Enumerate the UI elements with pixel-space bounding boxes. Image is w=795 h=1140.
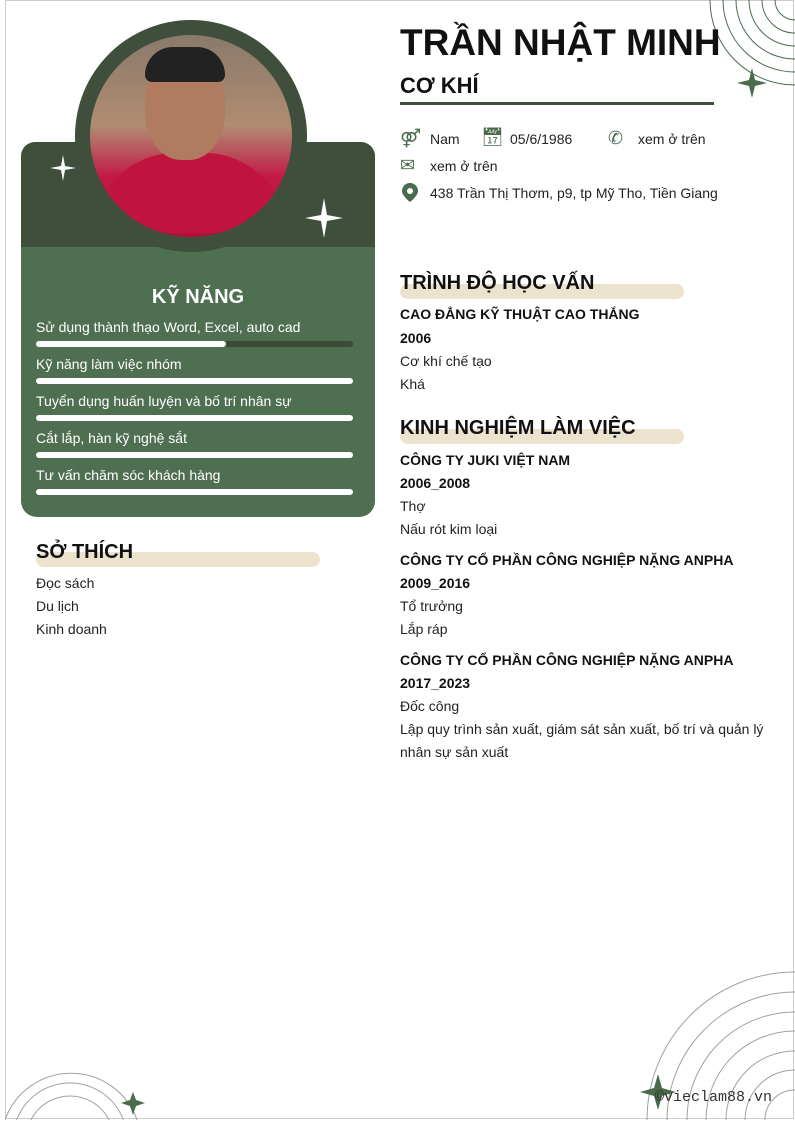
experience-heading: KINH NGHIỆM LÀM VIỆC <box>400 417 636 440</box>
skill-bar-fill <box>36 452 353 458</box>
address: 438 Trần Thị Thơm, p9, tp Mỹ Tho, Tiền Giang <box>430 185 718 201</box>
job-desc: Lắp ráp <box>400 621 448 637</box>
sparkle-icon <box>50 155 76 181</box>
hobby-item: Kinh doanh <box>36 621 107 637</box>
edu-year: 2006 <box>400 330 432 346</box>
skill-item <box>36 430 353 446</box>
hobby-item: Đọc sách <box>36 575 95 591</box>
skill-item <box>36 356 353 372</box>
sparkle-icon <box>305 198 343 238</box>
phone-icon: ✆ <box>608 128 624 148</box>
skill-label: Sử dụng thành thạo Word, Excel, auto cad <box>36 319 301 335</box>
skill-bar-fill <box>36 415 353 421</box>
skill-bar-fill <box>36 489 353 495</box>
hobbies-heading: SỞ THÍCH <box>36 541 133 564</box>
skill-bar-fill <box>36 378 353 384</box>
skill-label: Cắt lắp, hàn kỹ nghệ sắt <box>36 430 187 446</box>
skill-bar <box>36 489 353 495</box>
job-position: Tổ trưởng <box>400 598 463 614</box>
phone: xem ở trên <box>638 131 706 147</box>
gender-icon: ⚤ <box>400 128 422 148</box>
skill-label: Tuyển dụng huấn luyện và bố trí nhân sự <box>36 393 292 409</box>
skill-label: Kỹ năng làm việc nhóm <box>36 356 182 372</box>
job-company: CÔNG TY JUKI VIỆT NAM <box>400 452 571 468</box>
school: CAO ĐẲNG KỸ THUẬT CAO THẮNG <box>400 306 640 322</box>
email-icon: ✉ <box>400 155 416 175</box>
skill-bar <box>36 452 353 458</box>
job-desc: Nấu rót kim loại <box>400 521 498 537</box>
candidate-name: TRẦN NHẬT MINH <box>400 22 721 63</box>
job-period: 2006_2008 <box>400 475 471 491</box>
skills-heading: KỸ NĂNG <box>151 286 245 308</box>
hobby-item: Du lịch <box>36 598 79 614</box>
skill-bar <box>36 341 353 347</box>
job-desc: Lập quy trình sản xuất, giám sát sản xuất, bố trí và quản lý nhân sự sản xuất <box>400 721 764 760</box>
skill-bar <box>36 415 353 421</box>
skill-bar-fill <box>36 341 226 347</box>
location-icon <box>401 183 419 204</box>
skill-item <box>36 319 353 335</box>
job-company: CÔNG TY CỔ PHẦN CÔNG NGHIỆP NẶNG ANPHA <box>400 652 734 668</box>
job-title: CƠ KHÍ <box>400 73 479 98</box>
title-underline <box>400 102 714 105</box>
grade: Khá <box>400 376 425 392</box>
email: xem ở trên <box>430 158 498 174</box>
job-company: CÔNG TY CỔ PHẦN CÔNG NGHIỆP NẶNG ANPHA <box>400 552 734 568</box>
major: Cơ khí chế tạo <box>400 353 492 369</box>
job-position: Thợ <box>400 498 426 514</box>
skill-bar <box>36 378 353 384</box>
birthday: 05/6/1986 <box>510 131 573 147</box>
calendar-icon: 📅︎ <box>481 127 504 147</box>
skill-label: Tư vấn chăm sóc khách hàng <box>36 467 221 483</box>
watermark: ©vieclam88.vn <box>655 1089 773 1106</box>
decorative-arcs-bottom-left <box>5 1060 155 1120</box>
gender: Nam <box>430 131 460 147</box>
education-heading: TRÌNH ĐỘ HỌC VẤN <box>400 272 594 295</box>
job-period: 2009_2016 <box>400 575 471 591</box>
job-position: Đốc công <box>400 698 460 714</box>
job-period: 2017_2023 <box>400 675 471 691</box>
skill-item <box>36 393 353 409</box>
profile-photo <box>90 35 292 237</box>
skill-item <box>36 467 353 483</box>
